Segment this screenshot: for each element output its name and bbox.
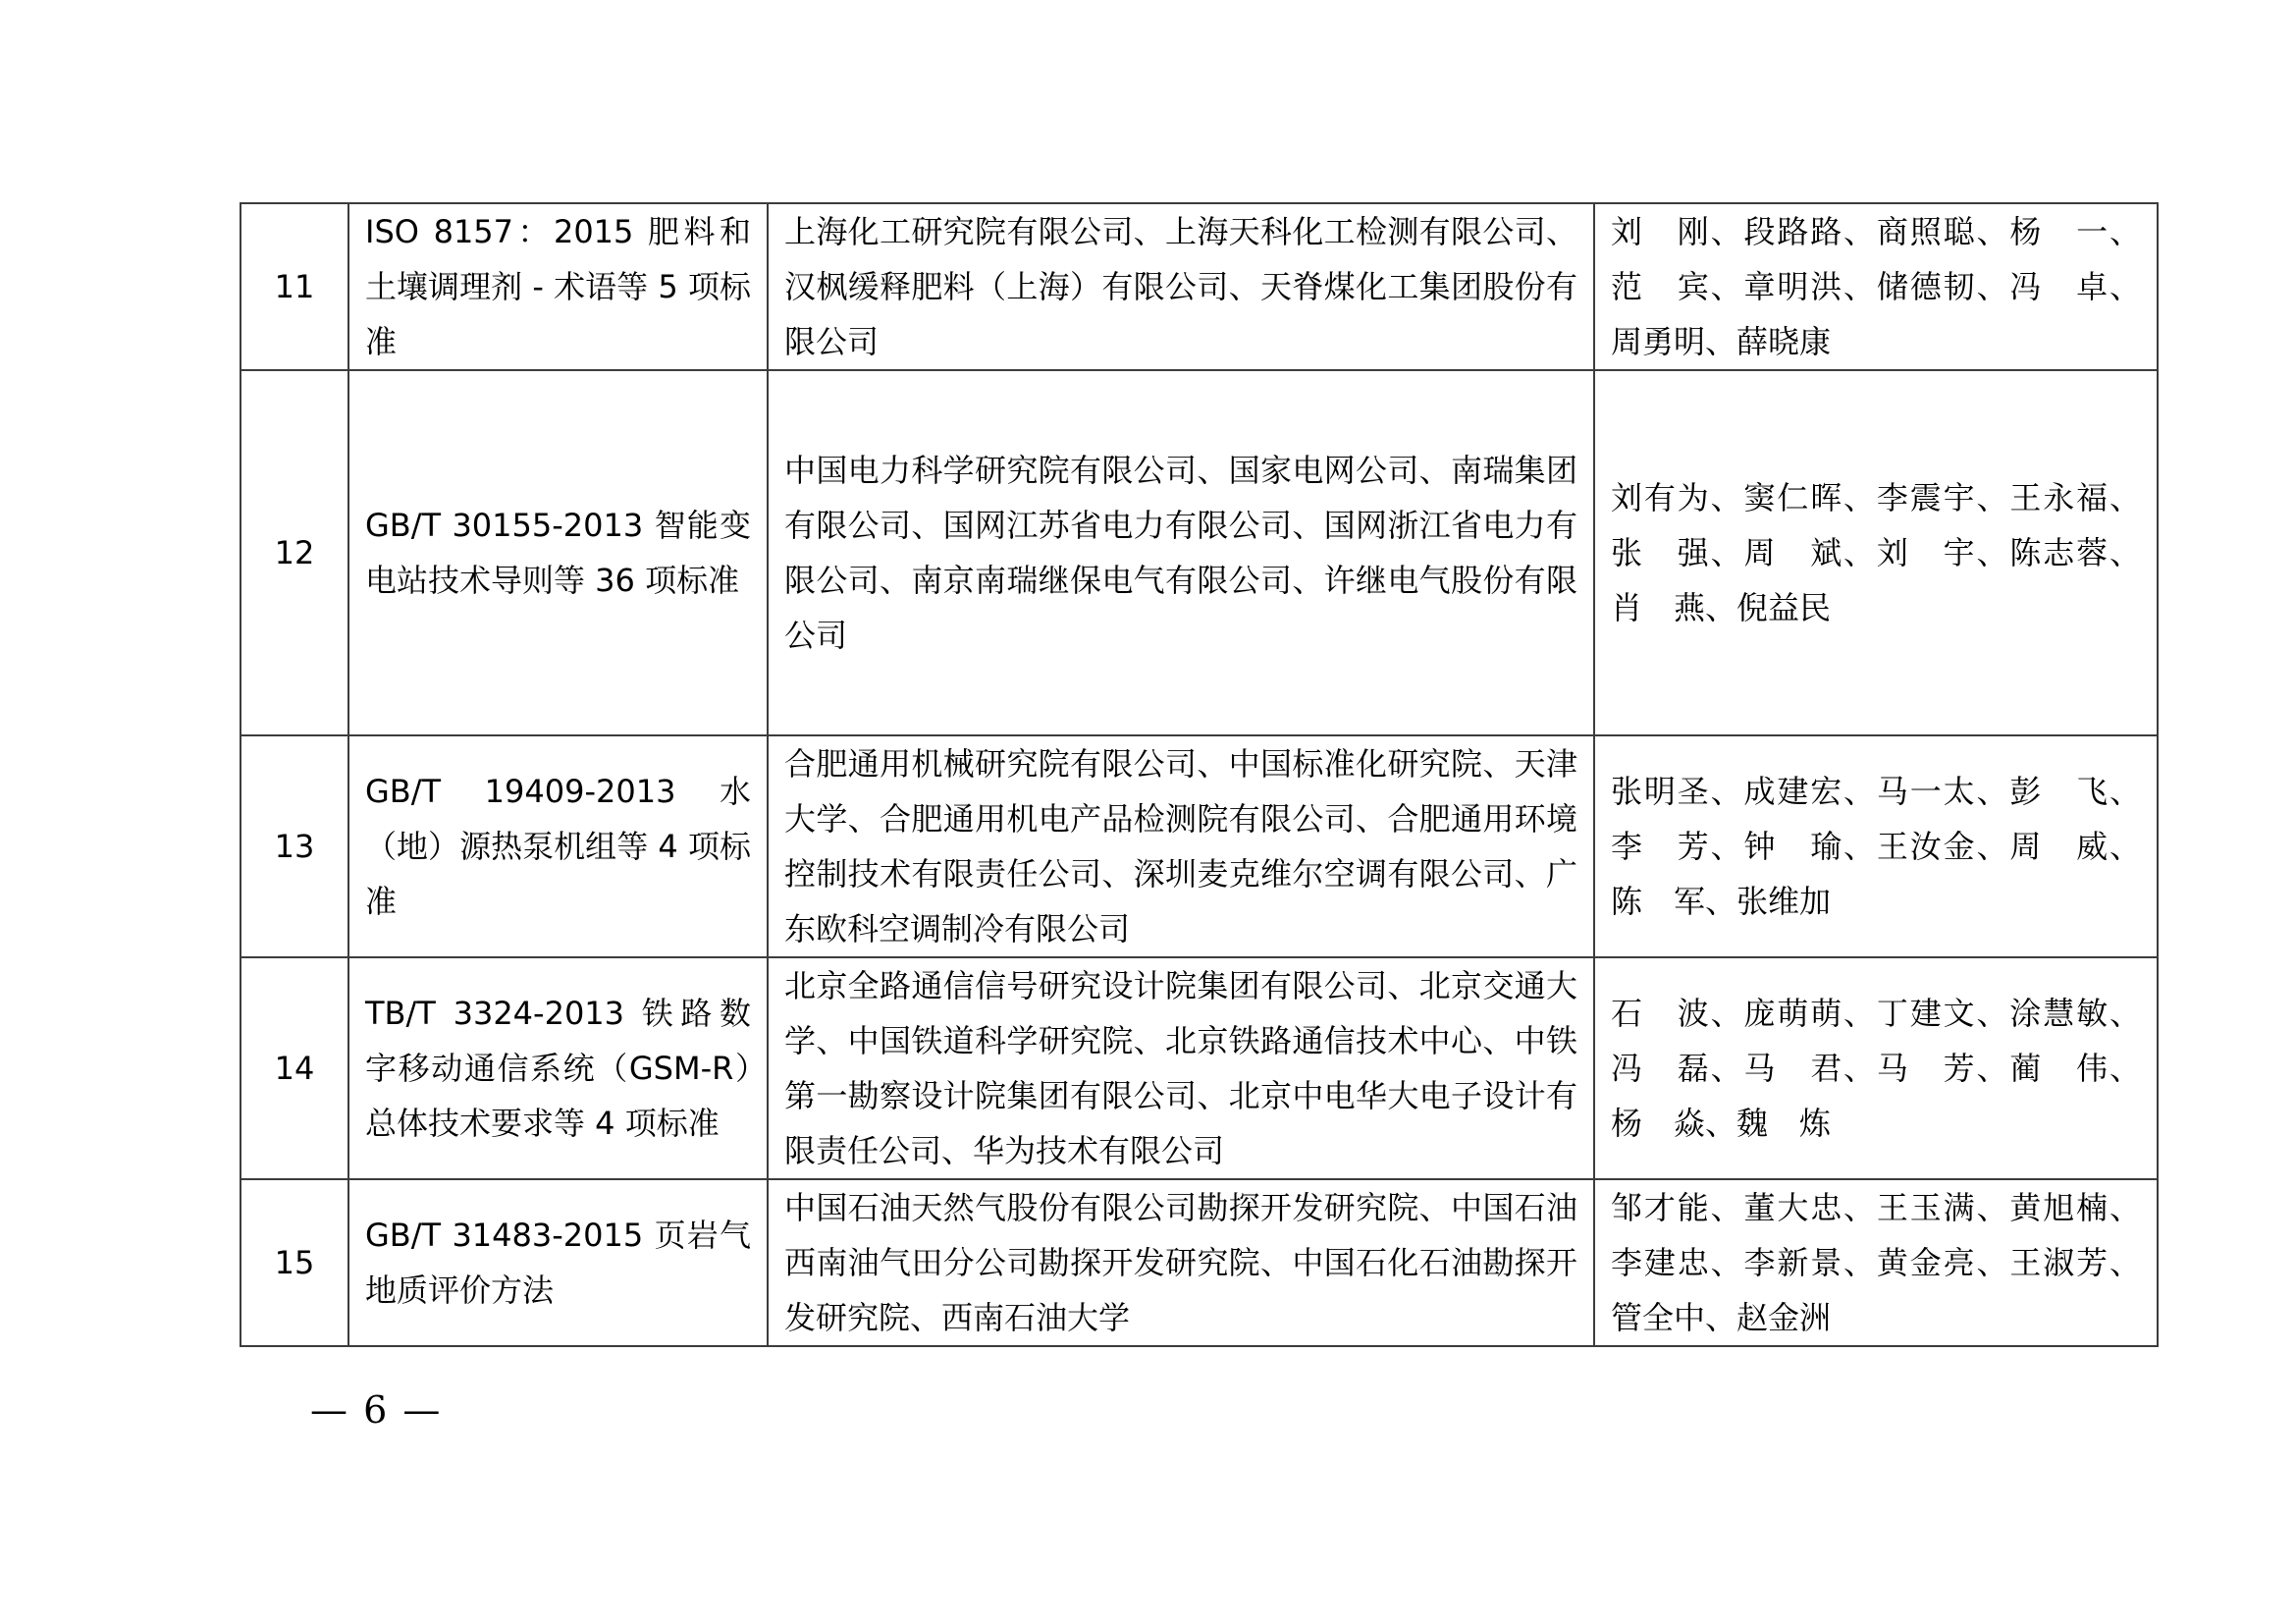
standard-cell: TB/T 3324-2013 铁路数字移动通信系统（GSM-R）总体技术要求等 4 项标准 <box>348 957 768 1179</box>
people-cell: 张明圣、成建宏、马一太、彭 飞、李 芳、钟 瑜、王汝金、周 威、陈 军、张维加 <box>1594 735 2158 957</box>
people-cell: 邹才能、董大忠、王玉满、黄旭楠、李建忠、李新景、黄金亮、王淑芳、管全中、赵金洲 <box>1594 1179 2158 1346</box>
table-row <box>240 1179 2158 1346</box>
row-number-cell: 11 <box>240 203 348 370</box>
standard-cell: ISO 8157：2015 肥料和土壤调理剂 - 术语等 5 项标准 <box>348 203 768 370</box>
organizations-cell: 上海化工研究院有限公司、上海天科化工检测有限公司、汉枫缓释肥料（上海）有限公司、天脊煤化工集团股份有限公司 <box>768 203 1594 370</box>
organizations-cell: 合肥通用机械研究院有限公司、中国标准化研究院、天津大学、合肥通用机电产品检测院有限公司、合肥通用环境控制技术有限责任公司、深圳麦克维尔空调有限公司、广东欧科空调制冷有限公司 <box>768 735 1594 957</box>
standard-cell: GB/T 31483-2015 页岩气地质评价方法 <box>348 1179 768 1346</box>
organizations-cell: 中国石油天然气股份有限公司勘探开发研究院、中国石油西南油气田分公司勘探开发研究院、中国石化石油勘探开发研究院、西南石油大学 <box>768 1179 1594 1346</box>
row-number-cell: 13 <box>240 735 348 957</box>
organizations-cell: 中国电力科学研究院有限公司、国家电网公司、南瑞集团有限公司、国网江苏省电力有限公司、国网浙江省电力有限公司、南京南瑞继保电气有限公司、许继电气股份有限公司 <box>768 370 1594 735</box>
table-row <box>240 203 2158 370</box>
row-number-cell: 15 <box>240 1179 348 1346</box>
standard-cell: GB/T 30155-2013 智能变电站技术导则等 36 项标准 <box>348 370 768 735</box>
row-number-cell: 14 <box>240 957 348 1179</box>
award-table <box>240 202 2159 1347</box>
table-row <box>240 735 2158 957</box>
table-row <box>240 957 2158 1179</box>
page-number: — 6 — <box>310 1388 443 1432</box>
row-number-cell: 12 <box>240 370 348 735</box>
standard-cell: GB/T 19409-2013 水（地）源热泵机组等 4 项标准 <box>348 735 768 957</box>
table-row <box>240 370 2158 735</box>
people-cell: 刘有为、窦仁晖、李震宇、王永福、张 强、周 斌、刘 宇、陈志蓉、肖 燕、倪益民 <box>1594 370 2158 735</box>
people-cell: 刘 刚、段路路、商照聪、杨 一、范 宾、章明洪、储德韧、冯 卓、周勇明、薛晓康 <box>1594 203 2158 370</box>
people-cell: 石 波、庞萌萌、丁建文、涂慧敏、冯 磊、马 君、马 芳、蔺 伟、杨 焱、魏 炼 <box>1594 957 2158 1179</box>
organizations-cell: 北京全路通信信号研究设计院集团有限公司、北京交通大学、中国铁道科学研究院、北京铁路通信技术中心、中铁第一勘察设计院集团有限公司、北京中电华大电子设计有限责任公司、华为技术有限公司 <box>768 957 1594 1179</box>
